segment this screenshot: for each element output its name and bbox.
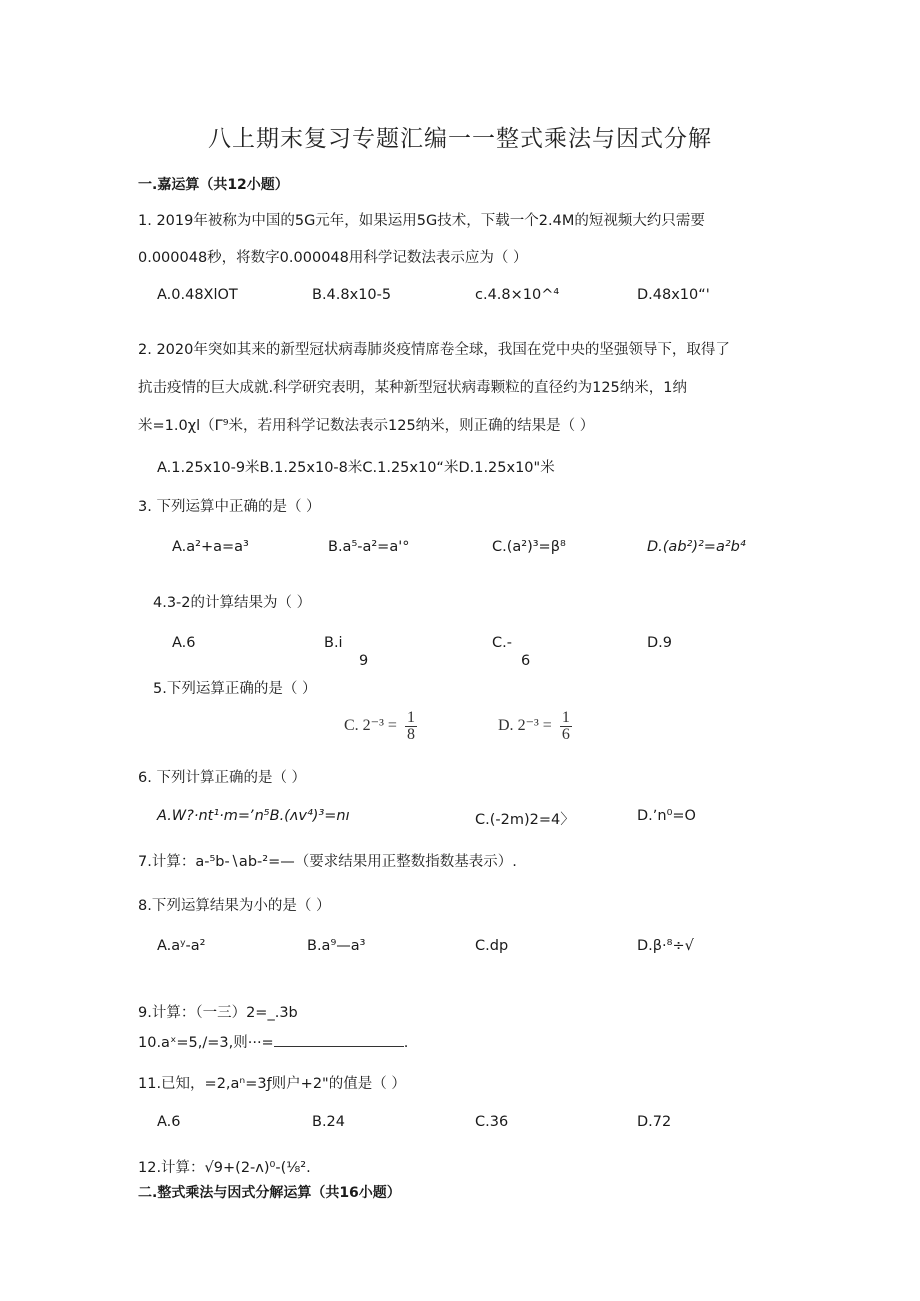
question-4-stem: 4.3-2的计算结果为（ ） bbox=[153, 595, 312, 611]
question-6-stem: 6. 下列计算正确的是（ ） bbox=[138, 770, 307, 786]
question-8-option-a: A.aʸ-a² bbox=[157, 938, 206, 954]
question-8-stem: 8.下列运算结果为小的是（ ） bbox=[138, 898, 331, 914]
section-heading-1: 一.嘉运算（共12小题） bbox=[138, 177, 289, 193]
question-2-line-2: 抗击疫情的巨大成就.科学研究表明，某种新型冠状病毒颗粒的直径约为125纳米，1纳 bbox=[138, 380, 688, 396]
question-5-stem: 5.下列运算正确的是（ ） bbox=[153, 681, 317, 697]
question-11-option-a: A.6 bbox=[157, 1114, 181, 1130]
question-2-line-1: 2. 2020年突如其来的新型冠状病毒肺炎疫情席卷全球，我国在党中央的坚强领导下，取得了 bbox=[138, 342, 730, 358]
question-11-option-d: D.72 bbox=[637, 1114, 672, 1130]
question-1-option-b: B.4.8x10-5 bbox=[312, 287, 392, 303]
question-3-option-c: C.(a²)³=β⁸ bbox=[492, 539, 566, 555]
question-1-option-a: A.0.48XlOT bbox=[157, 287, 238, 303]
question-9: 9.计算：（一三）2=_.3b bbox=[138, 1005, 298, 1021]
question-4-option-a: A.6 bbox=[172, 635, 196, 651]
fraction-denominator: 6 bbox=[561, 726, 570, 743]
question-3-option-a: A.a²+a=a³ bbox=[172, 539, 249, 555]
question-5-option-d-fraction bbox=[560, 710, 572, 743]
question-5-option-d-expr: 2⁻³ = bbox=[517, 717, 552, 735]
question-8-option-c: C.dp bbox=[475, 938, 509, 954]
question-5-option-d-image bbox=[498, 710, 572, 743]
question-4-option-c-denominator: 6 bbox=[521, 653, 531, 669]
question-5-option-c-image bbox=[344, 710, 417, 743]
question-6-option-d: D.ʼn⁰=O bbox=[637, 808, 696, 824]
question-2-line-3: 米=1.0χl（Γ⁹米，若用科学记数法表示125纳米，则正确的结果是（ ） bbox=[138, 418, 595, 434]
question-1-option-d: D.48x10“' bbox=[637, 287, 710, 303]
question-1-line-2: 0.000048秒，将数字0.000048用科学记数法表示应为（ ） bbox=[138, 250, 528, 266]
question-10-text: 10.aˣ=5,/=3,则···= bbox=[138, 1035, 274, 1051]
question-10 bbox=[138, 1031, 408, 1052]
question-5-option-c-expr: 2⁻³ = bbox=[362, 717, 397, 735]
question-11-option-b: B.24 bbox=[312, 1114, 346, 1130]
question-8-option-d: D.β·⁸÷√ bbox=[637, 938, 694, 954]
question-4-option-c: C.- bbox=[492, 635, 512, 651]
question-11-stem: 11.已知，=2,aⁿ=3ƒ则户+2"的值是（ ） bbox=[138, 1076, 406, 1092]
question-1-line-1: 1. 2019年被称为中国的5G元年，如果运用5G技术，下载一个2.4M的短视频大约只需要 bbox=[138, 213, 705, 229]
answer-blank[interactable] bbox=[274, 1032, 404, 1047]
question-1-option-c: c.4.8×10^⁴ bbox=[475, 287, 560, 303]
fraction-numerator: 1 bbox=[561, 709, 570, 726]
question-3-stem: 3. 下列运算中正确的是（ ） bbox=[138, 499, 321, 515]
question-4-option-b: B.i bbox=[324, 635, 343, 651]
question-5-option-c-fraction bbox=[405, 710, 417, 743]
question-6-option-c: C.(-2m)2=4〉 bbox=[475, 812, 575, 828]
question-11-option-c: C.36 bbox=[475, 1114, 509, 1130]
question-12: 12.计算：√9+(2-ʌ)⁰-(⅛². bbox=[138, 1160, 311, 1176]
page-title: 八上期末复习专题汇编一一整式乘法与因式分解 bbox=[208, 126, 712, 152]
fraction-denominator: 8 bbox=[406, 726, 415, 743]
section-heading-2: 二.整式乘法与因式分解运算（共16小题） bbox=[138, 1185, 401, 1201]
question-2-options: A.1.25x10-9米B.1.25x10-8米C.1.25x10“米D.1.25x10"米 bbox=[157, 460, 555, 476]
question-4-option-b-denominator: 9 bbox=[359, 653, 369, 669]
question-6-options-ab: A.W?·nt¹·m=ʼn⁵B.(ʌv⁴)³=nı bbox=[157, 808, 350, 824]
question-7: 7.计算：a-⁵b-∖ab-²=—（要求结果用正整数指数基表示）. bbox=[138, 854, 517, 870]
question-5-option-c-label: C. bbox=[344, 717, 359, 735]
question-4-option-d: D.9 bbox=[647, 635, 672, 651]
question-3-option-d: D.(ab²)²=a²b⁴ bbox=[647, 539, 746, 555]
fraction-numerator: 1 bbox=[406, 709, 415, 726]
question-10-period: . bbox=[403, 1035, 409, 1051]
question-3-option-b: B.a⁵-a²=a'° bbox=[328, 539, 410, 555]
question-8-option-b: B.a⁹—a³ bbox=[307, 938, 366, 954]
question-5-option-d-label: D. bbox=[498, 717, 514, 735]
